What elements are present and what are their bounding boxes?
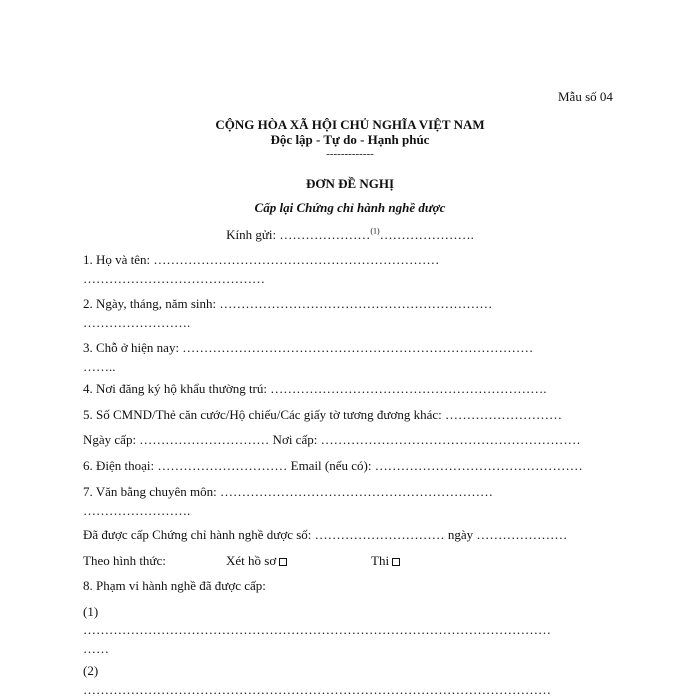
- document-subtitle: Cấp lại Chứng chỉ hành nghề dược: [254, 200, 446, 215]
- checkbox-exam[interactable]: [392, 558, 400, 566]
- scope-item-2-label: (2): [83, 663, 99, 678]
- field-birth-date-cont: …………………….: [83, 315, 191, 330]
- option-exam-label: Thi: [371, 553, 390, 568]
- field-birth-date: 2. Ngày, tháng, năm sinh: ………………………………………………………: [83, 296, 493, 311]
- field-qualification-cont: …………………….: [83, 503, 191, 518]
- scope-item-1-line: ………………………………………………………………………………………………: [83, 622, 551, 637]
- form-code: Mẫu số 04: [558, 89, 613, 104]
- field-id-number: 5. Số CMND/Thẻ căn cước/Hộ chiếu/Các giấy tờ tương đương khác: ………………………: [83, 407, 563, 422]
- field-full-name-cont: ……………………………………: [83, 271, 265, 286]
- header-divider: -------------: [326, 148, 374, 160]
- field-phone-email: 6. Điện thoại: ………………………… Email (nếu có): …………………………………………: [83, 458, 583, 473]
- field-issued-certificate: Đã được cấp Chứng chỉ hành nghề dược số: ………………………… ngày …………………: [83, 527, 568, 542]
- field-practice-scope: 8. Phạm vi hành nghề đã được cấp:: [83, 578, 266, 593]
- field-permanent-address: 4. Nơi đăng ký hộ khẩu thường trú: ……………………………………………………….: [83, 381, 547, 396]
- recipient-line: [0, 227, 700, 243]
- field-qualification: 7. Văn bằng chuyên môn: ………………………………………………………: [83, 484, 493, 499]
- scope-item-2-line: ………………………………………………………………………………………………: [83, 682, 551, 697]
- checkbox-review[interactable]: [279, 558, 287, 566]
- option-exam[interactable]: [371, 553, 400, 569]
- recipient-note: (1): [370, 226, 380, 236]
- field-current-address: 3. Chỗ ở hiện nay: ………………………………………………………………………: [83, 340, 534, 355]
- form-method-label: Theo hình thức:: [83, 553, 166, 568]
- scope-item-1-cont: ……: [83, 641, 109, 656]
- option-review[interactable]: [226, 553, 287, 569]
- recipient-label: Kính gửi: …………………: [226, 227, 371, 242]
- motto: Độc lập - Tự do - Hạnh phúc: [270, 132, 430, 147]
- scope-item-1-label: (1): [83, 604, 99, 619]
- recipient-tail: ………………….: [379, 227, 474, 242]
- option-review-label: Xét hồ sơ: [226, 553, 277, 568]
- field-issue-date-place: Ngày cấp: ………………………… Nơi cấp: ……………………………………………………: [83, 432, 581, 447]
- field-full-name: 1. Họ và tên: …………………………………………………………: [83, 252, 440, 267]
- field-current-address-cont: ……..: [83, 359, 116, 374]
- country-header: CỘNG HÒA XÃ HỘI CHỦ NGHĨA VIỆT NAM: [215, 117, 485, 132]
- document-title: ĐƠN ĐỀ NGHỊ: [305, 176, 395, 191]
